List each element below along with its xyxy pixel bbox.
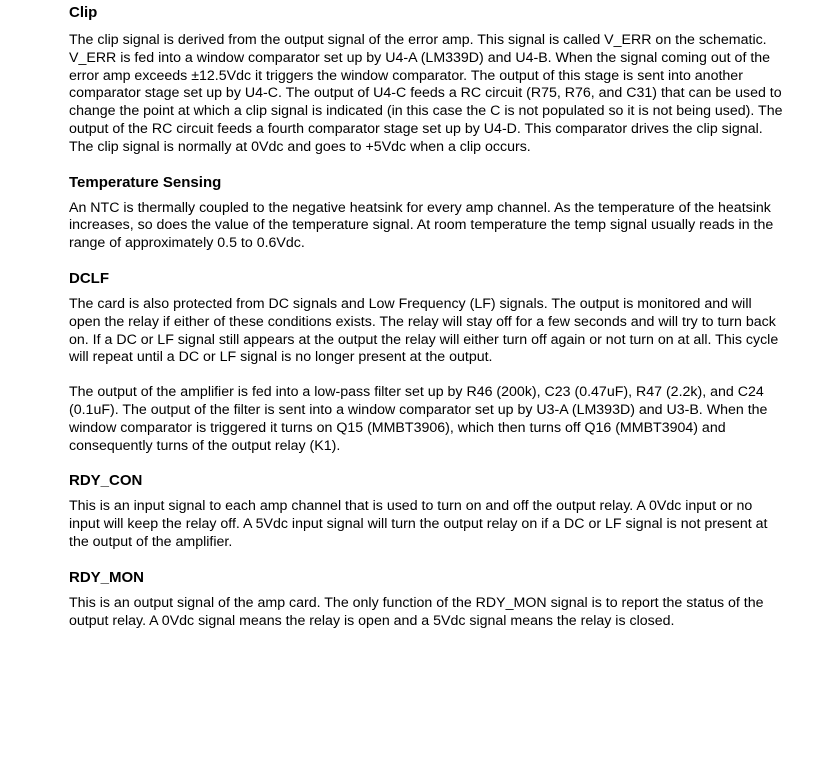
section-title-clip: Clip: [69, 4, 98, 21]
document-page: [69, 4, 785, 630]
section-rdy-con: [69, 472, 785, 551]
section-dclf: [69, 270, 785, 455]
section-title-rdy-mon: RDY_MON: [69, 568, 145, 586]
clip-paragraph: The clip signal is derived from the output signal of the error amp. This signal is called V_ERR on the schematic. V_ERR is fed into a window comparator set up by U4-A (LM339D) and U4-B. When the signal coming out of the error amp exceeds ±12.5Vdc it triggers the window comparator. The output of this stage is sent into another comparator stage set up by U4-C. The output of U4-C feeds a RC circuit (R75, R76, and C31) that can be used to change the point at which a clip signal is indicated (in this case the C is not populated so it is not being used). The output of the RC circuit feeds a fourth comparator stage set up by U4-D. This comparator drives the clip signal. The clip signal is normally at 0Vdc and goes to +5Vdc when a clip occurs.: [69, 32, 783, 155]
section-title-dclf: DCLF: [69, 269, 109, 287]
rdy-con-paragraph: This is an input signal to each amp channel that is used to turn on and off the output relay. A 0Vdc input or no input will keep the relay off. A 5Vdc input signal will turn the output relay on if a DC or LF signal is not present at the output of the amplifier.: [69, 498, 768, 550]
section-rdy-mon: [69, 569, 785, 631]
section-temperature-sensing: [69, 174, 785, 253]
section-title-rdy-con: RDY_CON: [69, 472, 143, 490]
rdy-mon-paragraph: This is an output signal of the amp card. The only function of the RDY_MON signal is to report the status of the output relay. A 0Vdc signal means the relay is open and a 5Vdc signal means the relay is closed.: [69, 594, 764, 629]
section-clip: [69, 4, 785, 157]
dclf-paragraph-1: The card is also protected from DC signals and Low Frequency (LF) signals. The output is monitored and will open the relay if either of these conditions exists. The relay will stay off for a few seconds and will try to turn back on. If a DC or LF signal still appears at the output the relay will either turn off again or not turn on at all. This cycle will repeat until a DC or LF signal is no longer present at the output.: [69, 295, 779, 366]
section-title-temperature-sensing: Temperature Sensing: [69, 173, 222, 191]
dclf-paragraph-2: The output of the amplifier is fed into a low-pass filter set up by R46 (200k), C23 (0.47uF), R47 (2.2k), and C24 (0.1uF). The output of the filter is sent into a window comparator set up by U3-A (LM393D) and U3-B. When the window comparator is triggered it turns on Q15 (MMBT3906), which then turns off Q16 (MMBT3904) and consequently turns of the output relay (K1).: [69, 384, 768, 454]
temperature-sensing-paragraph: An NTC is thermally coupled to the negative heatsink for every amp channel. As the temperature of the heatsink increases, so does the value of the temperature signal. At room temperature the temp signal usually reads in the range of approximately 0.5 to 0.6Vdc.: [69, 199, 774, 252]
